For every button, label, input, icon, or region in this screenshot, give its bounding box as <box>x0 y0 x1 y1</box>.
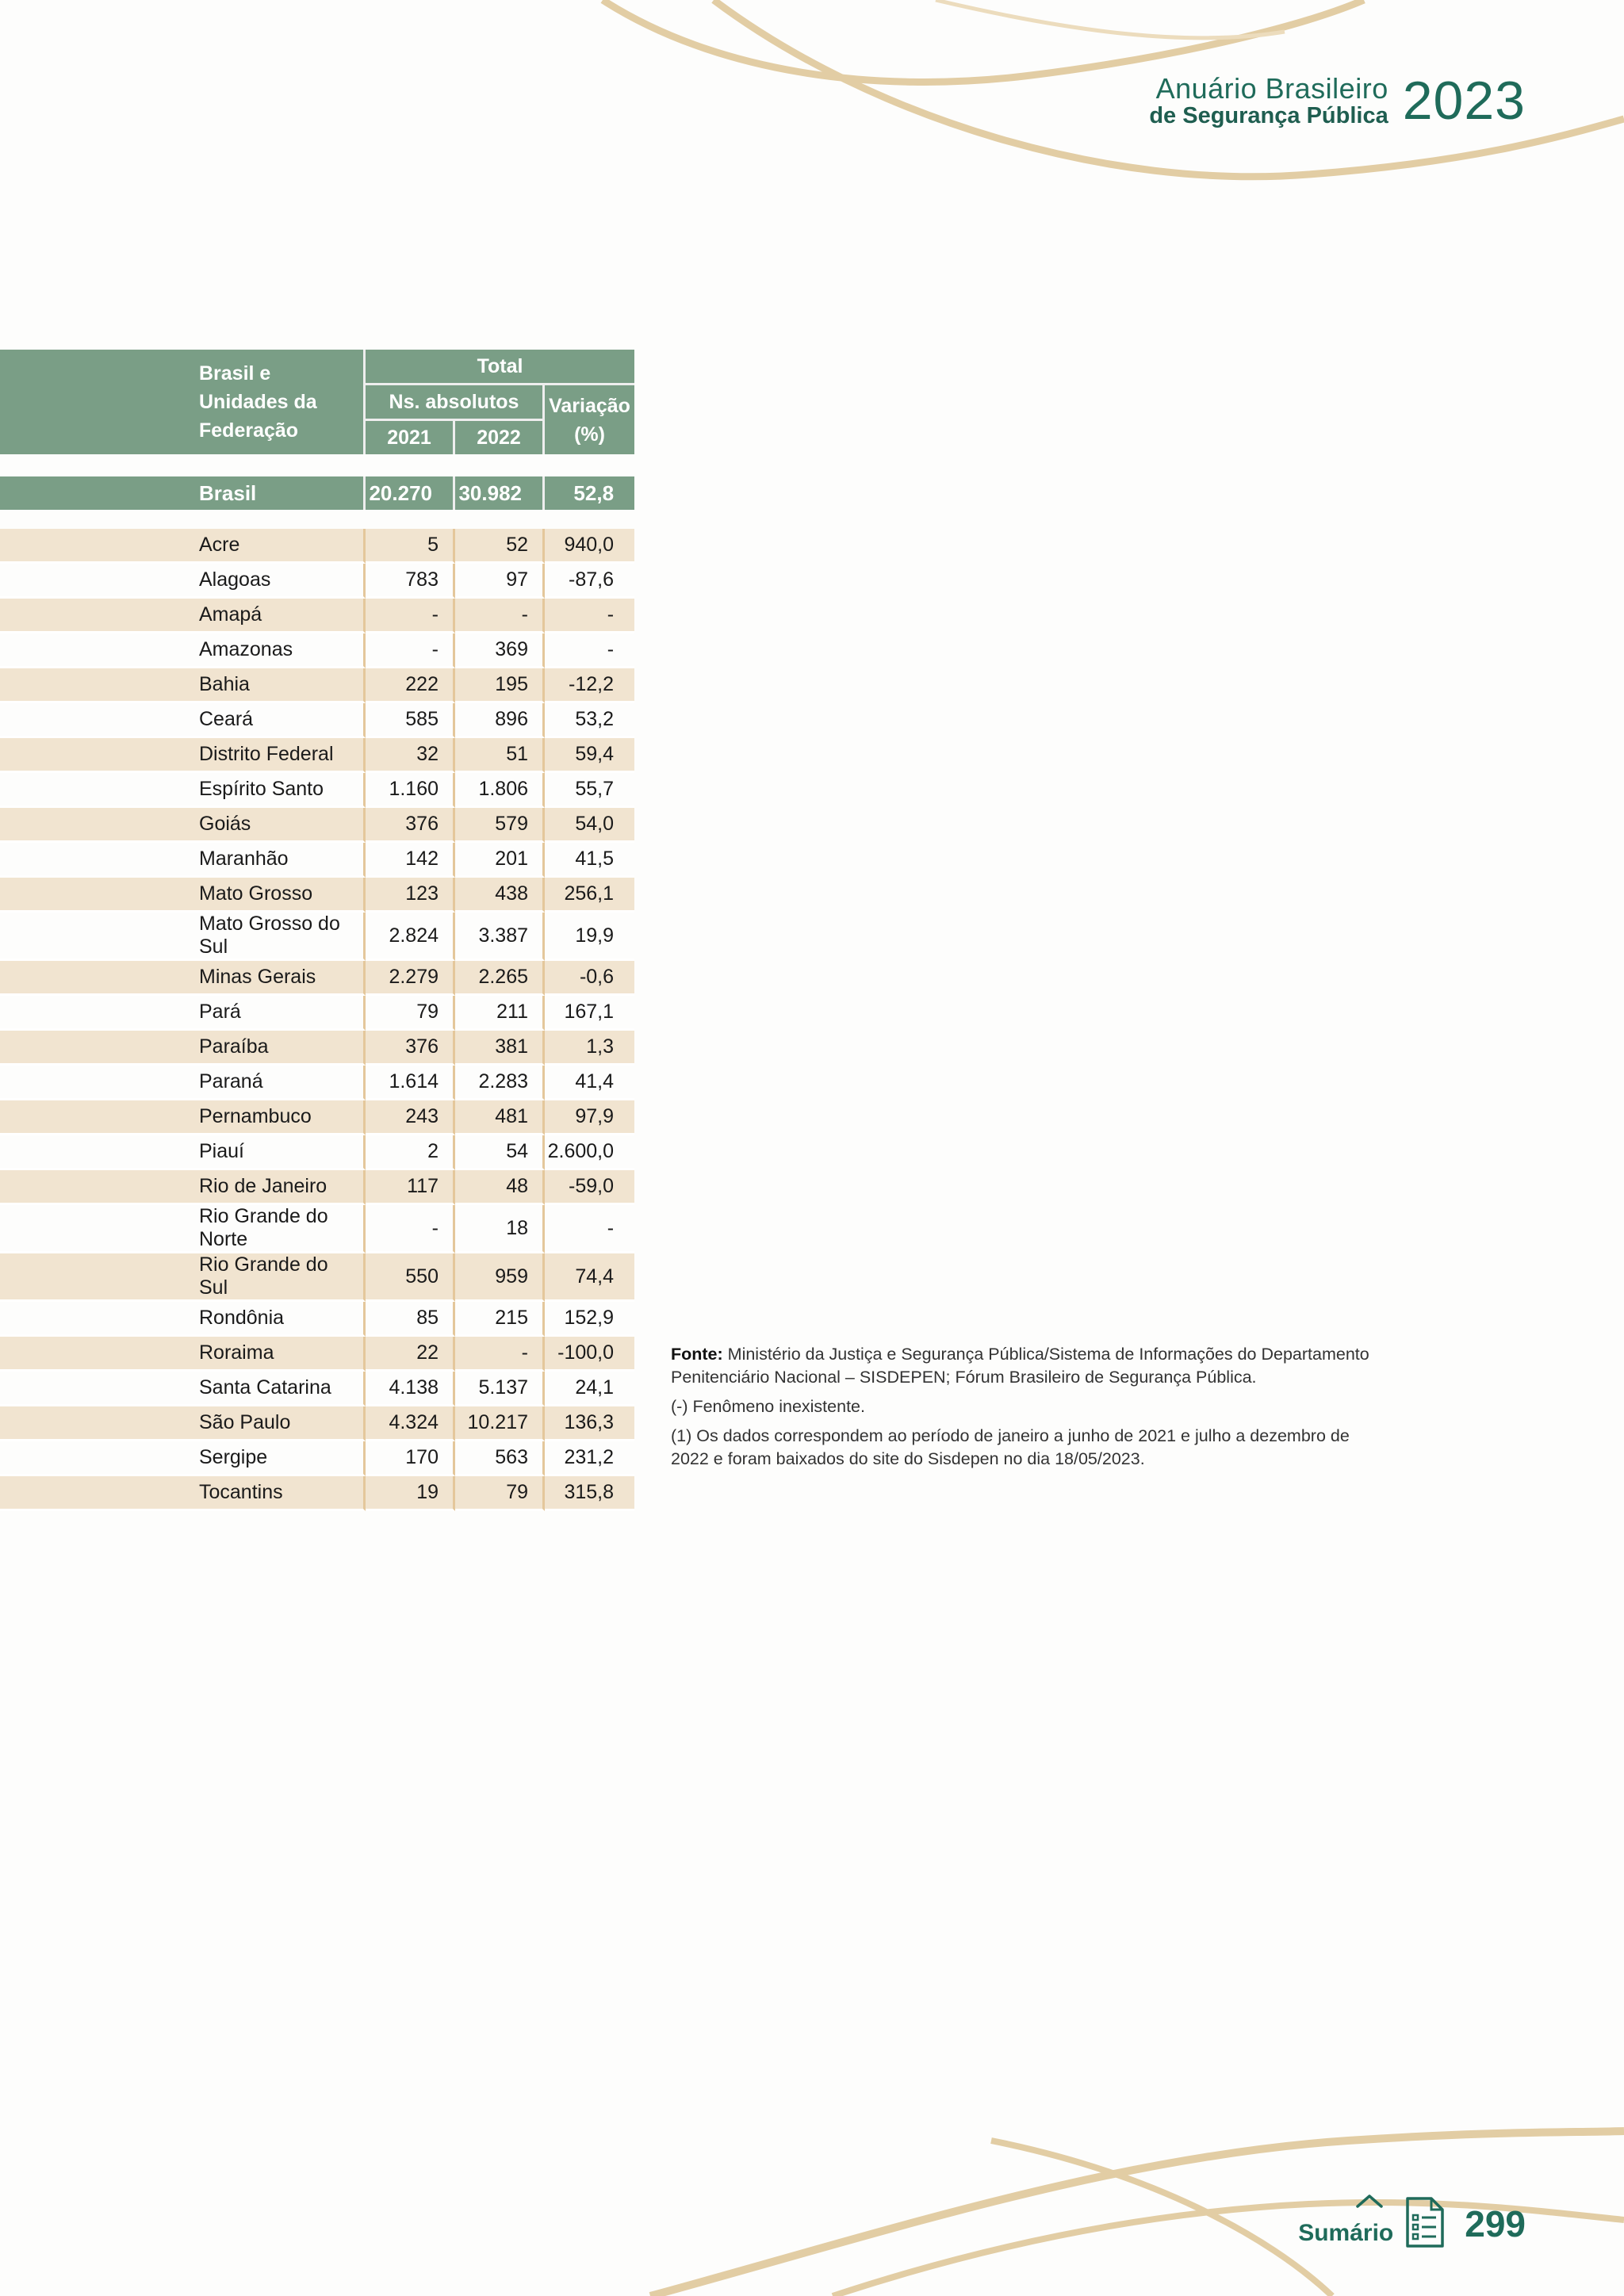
value-2022: 79 <box>455 1476 545 1511</box>
state-name: Tocantins <box>0 1476 366 1511</box>
publication-header <box>1149 71 1526 131</box>
value-2022: 10.217 <box>455 1406 545 1441</box>
page-footer <box>1298 2196 1526 2248</box>
state-name: Alagoas <box>0 564 366 599</box>
value-2022: 481 <box>455 1100 545 1135</box>
value-2022: 18 <box>455 1205 545 1253</box>
value-2022: 959 <box>455 1253 545 1302</box>
value-2022: 215 <box>455 1302 545 1337</box>
value-2021: 2.824 <box>366 913 455 961</box>
value-2022: 579 <box>455 808 545 843</box>
publication-title-line2: de Segurança Pública <box>1149 103 1388 128</box>
table-row <box>0 1205 634 1253</box>
value-variacao: 136,3 <box>545 1406 634 1441</box>
state-name: Paraná <box>0 1066 366 1100</box>
header-total: Total <box>366 350 634 385</box>
value-variacao: 24,1 <box>545 1372 634 1406</box>
state-name: Maranhão <box>0 843 366 878</box>
value-2021: 19 <box>366 1476 455 1511</box>
brasil-2021: 20.270 <box>366 476 455 510</box>
value-2021: 550 <box>366 1253 455 1302</box>
value-2022: 369 <box>455 633 545 668</box>
value-variacao: -87,6 <box>545 564 634 599</box>
value-variacao: -59,0 <box>545 1170 634 1205</box>
brasil-2022: 30.982 <box>455 476 545 510</box>
value-2021: 783 <box>366 564 455 599</box>
value-2022: 896 <box>455 703 545 738</box>
state-name: Paraíba <box>0 1031 366 1066</box>
table-row <box>0 1476 634 1511</box>
table-row-brasil <box>0 476 634 510</box>
value-2022: 438 <box>455 878 545 913</box>
table-row <box>0 878 634 913</box>
state-name: Santa Catarina <box>0 1372 366 1406</box>
state-name: Rondônia <box>0 1302 366 1337</box>
state-name: Mato Grosso do Sul <box>0 913 366 961</box>
value-2021: 22 <box>366 1337 455 1372</box>
value-2021: 222 <box>366 668 455 703</box>
value-variacao: 19,9 <box>545 913 634 961</box>
state-name: Ceará <box>0 703 366 738</box>
state-name: Amazonas <box>0 633 366 668</box>
state-name: Espírito Santo <box>0 773 366 808</box>
value-2022: 201 <box>455 843 545 878</box>
value-2021: 85 <box>366 1302 455 1337</box>
state-name: Rio Grande do Norte <box>0 1205 366 1253</box>
value-2022: 5.137 <box>455 1372 545 1406</box>
state-name: Goiás <box>0 808 366 843</box>
value-variacao: 53,2 <box>545 703 634 738</box>
value-variacao: 97,9 <box>545 1100 634 1135</box>
header-2022: 2022 <box>455 421 545 454</box>
data-table <box>0 350 634 1511</box>
value-2021: 376 <box>366 1031 455 1066</box>
value-2022: 51 <box>455 738 545 773</box>
state-name: Acre <box>0 529 366 564</box>
value-variacao: 41,5 <box>545 843 634 878</box>
value-variacao: -0,6 <box>545 961 634 996</box>
state-name: Distrito Federal <box>0 738 366 773</box>
value-2022: 1.806 <box>455 773 545 808</box>
value-2021: 4.324 <box>366 1406 455 1441</box>
value-variacao: 41,4 <box>545 1066 634 1100</box>
value-2021: 79 <box>366 996 455 1031</box>
table-row <box>0 738 634 773</box>
table-row <box>0 529 634 564</box>
table-row <box>0 599 634 633</box>
value-2021: 117 <box>366 1170 455 1205</box>
value-2021: 2.279 <box>366 961 455 996</box>
value-variacao: - <box>545 633 634 668</box>
table-row <box>0 564 634 599</box>
value-variacao: - <box>545 1205 634 1253</box>
value-variacao: 74,4 <box>545 1253 634 1302</box>
table-row <box>0 773 634 808</box>
source-label: Fonte: <box>671 1345 723 1364</box>
table-row <box>0 1253 634 1302</box>
table-row <box>0 961 634 996</box>
state-name: Minas Gerais <box>0 961 366 996</box>
value-2021: 142 <box>366 843 455 878</box>
value-2022: 381 <box>455 1031 545 1066</box>
value-2022: 54 <box>455 1135 545 1170</box>
value-2021: 5 <box>366 529 455 564</box>
table-row <box>0 808 634 843</box>
state-name: Pará <box>0 996 366 1031</box>
table-row <box>0 668 634 703</box>
value-2022: - <box>455 599 545 633</box>
value-2022: 195 <box>455 668 545 703</box>
state-name: Sergipe <box>0 1441 366 1476</box>
document-list-icon[interactable] <box>1404 2196 1446 2248</box>
value-2021: - <box>366 633 455 668</box>
value-variacao: 167,1 <box>545 996 634 1031</box>
value-2022: 2.283 <box>455 1066 545 1100</box>
header-variacao: Variação (%) <box>545 385 634 454</box>
value-2022: 3.387 <box>455 913 545 961</box>
publication-title <box>1149 74 1388 128</box>
value-variacao: -100,0 <box>545 1337 634 1372</box>
state-name: Pernambuco <box>0 1100 366 1135</box>
table-row <box>0 633 634 668</box>
value-2021: 32 <box>366 738 455 773</box>
table-row <box>0 843 634 878</box>
table-row <box>0 996 634 1031</box>
value-2021: 2 <box>366 1135 455 1170</box>
publication-title-line1: Anuário Brasileiro <box>1155 72 1388 105</box>
chevron-up-icon <box>1355 2193 1384 2209</box>
state-name: Bahia <box>0 668 366 703</box>
table-row <box>0 1441 634 1476</box>
table-row <box>0 1100 634 1135</box>
header-2021: 2021 <box>366 421 455 454</box>
value-2022: - <box>455 1337 545 1372</box>
table-row <box>0 1066 634 1100</box>
note-inexistente: (-) Fenômeno inexistente. <box>671 1397 865 1416</box>
value-2021: 1.160 <box>366 773 455 808</box>
table-row <box>0 1031 634 1066</box>
table-row <box>0 1302 634 1337</box>
value-variacao: 59,4 <box>545 738 634 773</box>
value-2021: 4.138 <box>366 1372 455 1406</box>
state-name: Rio Grande do Sul <box>0 1253 366 1302</box>
state-name: Rio de Janeiro <box>0 1170 366 1205</box>
table-row <box>0 1135 634 1170</box>
state-name: Roraima <box>0 1337 366 1372</box>
value-2021: - <box>366 1205 455 1253</box>
value-variacao: 231,2 <box>545 1441 634 1476</box>
publication-year: 2023 <box>1402 71 1526 131</box>
value-2021: 376 <box>366 808 455 843</box>
value-variacao: 55,7 <box>545 773 634 808</box>
value-variacao: 2.600,0 <box>545 1135 634 1170</box>
value-variacao: 315,8 <box>545 1476 634 1511</box>
note-periodo: (1) Os dados correspondem ao período de janeiro a junho de 2021 e julho a dezembro de 2022 e foram baixados do site do Sisdepen no dia 18/05/2023. <box>671 1426 1350 1468</box>
value-variacao: - <box>545 599 634 633</box>
value-variacao: 940,0 <box>545 529 634 564</box>
value-variacao: 256,1 <box>545 878 634 913</box>
value-2021: 170 <box>366 1441 455 1476</box>
table-row <box>0 1170 634 1205</box>
value-variacao: 152,9 <box>545 1302 634 1337</box>
value-2022: 211 <box>455 996 545 1031</box>
value-2021: - <box>366 599 455 633</box>
table-row <box>0 1372 634 1406</box>
state-name: Piauí <box>0 1135 366 1170</box>
header-absolutos: Ns. absolutos <box>366 385 545 421</box>
source-text: Ministério da Justiça e Segurança Pública/Sistema de Informações do Departamento Penitenciário Nacional – SISDEPEN; Fórum Brasileiro de Segurança Pública. <box>671 1345 1369 1387</box>
source-note <box>671 1343 1385 1389</box>
value-2021: 585 <box>366 703 455 738</box>
state-name: Mato Grosso <box>0 878 366 913</box>
header-region: Brasil e Unidades da Federação <box>0 350 366 454</box>
table-notes <box>671 1343 1385 1477</box>
brasil-variacao: 52,8 <box>545 476 634 510</box>
brasil-name: Brasil <box>0 476 366 510</box>
value-2022: 2.265 <box>455 961 545 996</box>
value-variacao: 1,3 <box>545 1031 634 1066</box>
table-row <box>0 703 634 738</box>
state-name: Amapá <box>0 599 366 633</box>
value-2021: 123 <box>366 878 455 913</box>
value-2022: 97 <box>455 564 545 599</box>
sumario-link[interactable] <box>1298 2220 1393 2247</box>
state-name: São Paulo <box>0 1406 366 1441</box>
sumario-label: Sumário <box>1298 2220 1394 2246</box>
value-2022: 563 <box>455 1441 545 1476</box>
table-row <box>0 1406 634 1441</box>
value-2021: 1.614 <box>366 1066 455 1100</box>
value-2021: 243 <box>366 1100 455 1135</box>
value-2022: 48 <box>455 1170 545 1205</box>
value-variacao: 54,0 <box>545 808 634 843</box>
table-row <box>0 1337 634 1372</box>
value-variacao: -12,2 <box>545 668 634 703</box>
table-row <box>0 913 634 961</box>
value-2022: 52 <box>455 529 545 564</box>
page-number: 299 <box>1465 2203 1526 2244</box>
